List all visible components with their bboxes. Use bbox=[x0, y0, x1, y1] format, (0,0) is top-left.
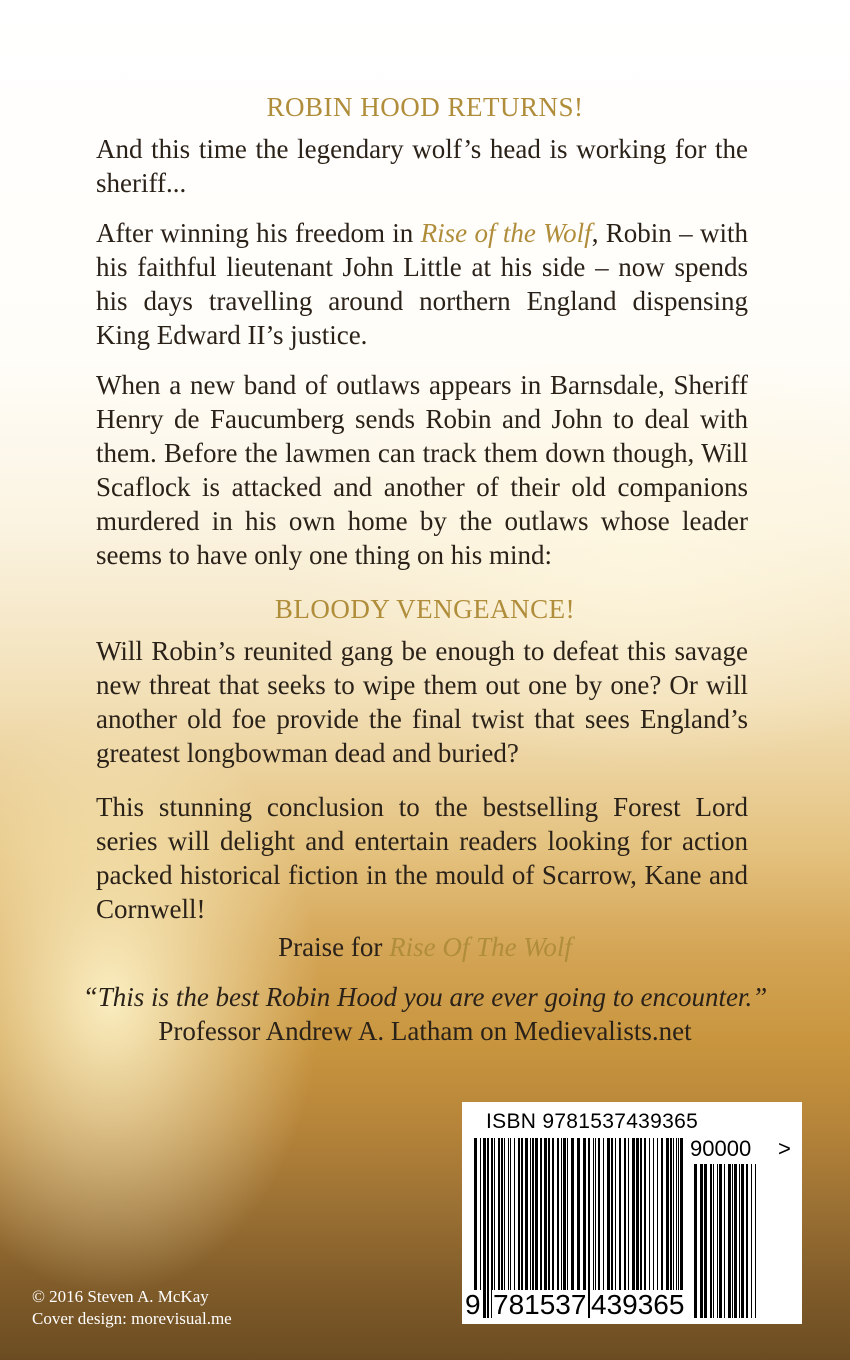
barcode-bar bbox=[728, 1164, 731, 1318]
barcode-bar bbox=[724, 1164, 725, 1318]
praise-line bbox=[0, 932, 850, 963]
vengeance-heading: BLOODY VENGEANCE! bbox=[274, 594, 576, 624]
praise-book-title: Rise Of The Wolf bbox=[389, 932, 572, 962]
barcode-bar bbox=[751, 1164, 752, 1318]
intro-paragraph: And this time the legendary wolf’s head is working for the sheriff... bbox=[96, 134, 748, 198]
barcode-bar bbox=[704, 1164, 707, 1318]
isbn-label: ISBN 9781537439365 bbox=[486, 1110, 699, 1133]
barcode-digits-left: 781537 bbox=[493, 1289, 587, 1320]
barcode-bar bbox=[710, 1164, 712, 1318]
barcode-bar bbox=[717, 1164, 718, 1318]
credits bbox=[32, 1286, 232, 1330]
barcode-arrow: > bbox=[778, 1136, 791, 1161]
barcode-bar bbox=[732, 1164, 733, 1318]
isbn-barcode bbox=[462, 1102, 802, 1324]
p1-text-start: After winning his freedom in bbox=[96, 218, 421, 248]
barcode-bar bbox=[713, 1164, 714, 1318]
barcode-bar bbox=[719, 1164, 722, 1318]
p1-text-end: , Robin – with his faithful lieutenant John Little at his side – now spends his days travelling around northern England dispensing King Edward II’s justice. bbox=[96, 218, 748, 350]
cover-design-line: Cover design: morevisual.me bbox=[32, 1309, 232, 1328]
copyright-line: © 2016 Steven A. McKay bbox=[32, 1287, 209, 1306]
barcode-addon-bars bbox=[692, 1164, 760, 1318]
synopsis-paragraph-1 bbox=[96, 216, 748, 352]
barcode-digits bbox=[462, 1290, 702, 1324]
synopsis-paragraph-3: Will Robin’s reunited gang be enough to defeat this savage new threat that seeks to wipe them out one by one? Or will another old foe provide the final twist that sees England’s greatest longbowman dead and buried? bbox=[96, 636, 748, 768]
barcode-bar bbox=[741, 1164, 744, 1318]
praise-label: Praise for bbox=[278, 932, 390, 962]
barcode-addon-label: 90000 bbox=[690, 1136, 752, 1161]
barcode-digits-right: 439365 bbox=[591, 1289, 685, 1320]
review-quote: “This is the best Robin Hood you are ever going to encounter.” bbox=[82, 982, 768, 1012]
book-title-link: Rise of the Wolf bbox=[420, 218, 592, 248]
barcode-bar bbox=[755, 1164, 756, 1318]
barcode-digit-lead: 9 bbox=[465, 1289, 481, 1320]
tagline-heading: ROBIN HOOD RETURNS! bbox=[266, 92, 584, 122]
barcode-bar bbox=[746, 1164, 748, 1318]
synopsis-paragraph-2: When a new band of outlaws appears in Barnsdale, Sheriff Henry de Faucumberg sends Robin and John to deal with them. Before the lawmen can track them down though, Will Scaflock is attacked and another of their old companions murdered in his own home by the outlaws whose leader seems to have only one thing on his mind: bbox=[96, 370, 748, 570]
barcode-bar bbox=[739, 1164, 740, 1318]
review-attribution: Professor Andrew A. Latham on Medievalists.net bbox=[158, 1016, 692, 1046]
series-paragraph: This stunning conclusion to the bestselling Forest Lord series will delight and entertain readers looking for action packed historical fiction in the mould of Scarrow, Kane and Cornwell! bbox=[96, 792, 748, 924]
barcode-bar bbox=[734, 1164, 737, 1318]
